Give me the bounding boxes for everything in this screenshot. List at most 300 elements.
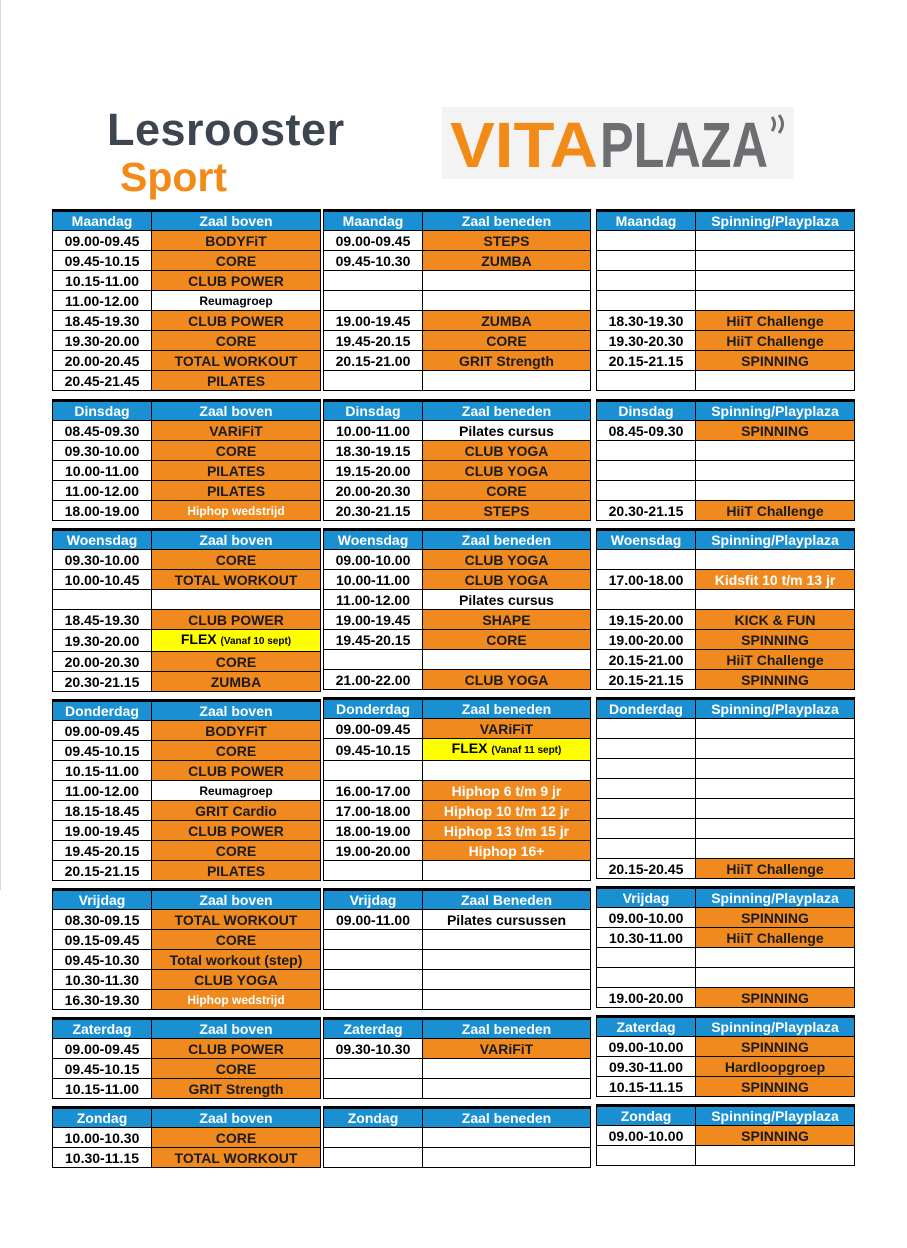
class-cell: [696, 461, 855, 481]
day-header-row: [324, 1108, 591, 1128]
day-label: Vrijdag: [53, 890, 152, 910]
time-cell: [324, 861, 423, 881]
room-label: Spinning/Playplaza: [696, 1017, 855, 1037]
table-row: [324, 570, 591, 590]
svg-text:PLAZA: PLAZA: [600, 109, 768, 179]
class-name: Hiphop 16+: [468, 842, 545, 859]
block-spacer: [53, 1099, 321, 1108]
day-label: Zondag: [324, 1108, 423, 1128]
table-row: [597, 251, 855, 271]
class-name: STEPS: [483, 502, 530, 519]
time-cell: [597, 481, 696, 501]
class-name: Hiphop 10 t/m 12 jr: [443, 802, 570, 819]
table-row: [597, 271, 855, 291]
table-row: [53, 741, 321, 761]
page-edge-line: [0, 0, 1, 890]
room-label: Zaal beneden: [423, 530, 591, 550]
class-name: CLUB YOGA: [464, 462, 549, 479]
class-cell: [152, 970, 321, 990]
block-spacer: [324, 881, 591, 890]
time-cell: 08.30-09.15: [53, 910, 152, 930]
class-name: FLEX: [180, 631, 217, 647]
class-name: SPINNING: [741, 909, 809, 926]
time-cell: 20.15-21.15: [53, 861, 152, 881]
class-cell: [423, 461, 591, 481]
table-row: [53, 990, 321, 1010]
room-label: Zaal boven: [152, 1108, 321, 1128]
day-header-row: [597, 699, 855, 719]
time-cell: 18.15-18.45: [53, 801, 152, 821]
time-cell: 10.15-11.15: [597, 1077, 696, 1097]
class-cell: [152, 1059, 321, 1079]
class-cell: [152, 801, 321, 821]
table-row: [597, 331, 855, 351]
room-label: Zaal boven: [152, 701, 321, 721]
block-spacer: [53, 692, 321, 701]
class-cell: [696, 441, 855, 461]
table-row: [597, 231, 855, 251]
class-cell: [423, 351, 591, 371]
time-cell: 20.15-21.00: [597, 650, 696, 670]
class-name: CLUB YOGA: [464, 571, 549, 588]
class-cell: [152, 781, 321, 801]
class-cell: [696, 501, 855, 521]
time-cell: 09.00-11.00: [324, 910, 423, 930]
class-note: (Vanaf 11 sept): [491, 745, 562, 756]
vitaplaza-logo: [442, 107, 794, 179]
class-name: CLUB POWER: [188, 762, 284, 779]
time-cell: 09.00-10.00: [597, 1126, 696, 1146]
class-cell: [423, 1039, 591, 1059]
class-cell: [152, 990, 321, 1010]
time-cell: 09.45-10.15: [53, 251, 152, 271]
class-name: BODYFiT: [205, 232, 267, 249]
table-row: [53, 930, 321, 950]
table-row: [53, 950, 321, 970]
room-label: Spinning/Playplaza: [696, 401, 855, 421]
block-spacer: [597, 1008, 855, 1017]
table-row: [597, 799, 855, 819]
class-name: Kidsfit 10 t/m 13 jr: [714, 571, 836, 588]
time-cell: 18.30-19.15: [324, 441, 423, 461]
table-row: [324, 550, 591, 570]
table-row: [597, 779, 855, 799]
room-label: Zaal beneden: [423, 401, 591, 421]
class-name: CORE: [486, 631, 527, 648]
class-cell: [423, 670, 591, 690]
class-cell: [423, 311, 591, 331]
class-name: VARiFiT: [209, 422, 263, 439]
table-row: [597, 859, 855, 879]
schedule-zaal-beneden: [323, 209, 591, 1168]
day-header-row: [597, 888, 855, 908]
time-cell: 16.00-17.00: [324, 781, 423, 801]
day-label: Woensdag: [53, 530, 152, 550]
class-name: SHAPE: [482, 611, 531, 628]
time-cell: 18.45-19.30: [53, 610, 152, 630]
table-row: [597, 610, 855, 630]
time-cell: [324, 291, 423, 311]
class-cell: [152, 501, 321, 521]
room-label: Zaal boven: [152, 530, 321, 550]
table-row: [597, 630, 855, 650]
time-cell: 20.00-20.30: [53, 652, 152, 672]
table-row: [597, 481, 855, 501]
time-cell: 08.45-09.30: [53, 421, 152, 441]
class-name: ZUMBA: [481, 252, 532, 269]
time-cell: [597, 799, 696, 819]
class-cell: [696, 988, 855, 1008]
table-row: [324, 630, 591, 650]
time-cell: [597, 291, 696, 311]
class-cell: [423, 251, 591, 271]
class-cell: [152, 550, 321, 570]
class-cell: [423, 1079, 591, 1099]
day-label: Zondag: [597, 1106, 696, 1126]
day-header-row: [324, 890, 591, 910]
table-row: [324, 650, 591, 670]
class-name: CORE: [486, 482, 527, 499]
time-cell: [597, 1146, 696, 1166]
time-cell: 19.15-20.00: [597, 610, 696, 630]
class-cell: [696, 908, 855, 928]
table-row: [53, 1039, 321, 1059]
class-name: SPINNING: [741, 671, 809, 688]
class-name: SPINNING: [741, 422, 809, 439]
class-cell: [423, 1128, 591, 1148]
class-cell: [423, 570, 591, 590]
time-cell: 10.00-11.00: [324, 570, 423, 590]
class-cell: [696, 271, 855, 291]
table-row: [597, 1126, 855, 1146]
table-row: [324, 251, 591, 271]
class-cell: [152, 721, 321, 741]
class-cell: [696, 759, 855, 779]
table-row: [324, 950, 591, 970]
table-row: [53, 550, 321, 570]
time-cell: 19.00-20.00: [597, 988, 696, 1008]
time-cell: [597, 590, 696, 610]
table-row: [53, 610, 321, 630]
page-title: Lesrooster: [107, 104, 345, 155]
time-cell: 09.30-10.00: [53, 550, 152, 570]
class-cell: [696, 968, 855, 988]
time-cell: 10.00-11.00: [324, 421, 423, 441]
class-name: Hiphop wedstrijd: [187, 503, 285, 518]
time-cell: 10.00-11.00: [53, 461, 152, 481]
time-cell: 10.30-11.15: [53, 1148, 152, 1168]
table-row: [597, 1057, 855, 1077]
class-cell: [423, 650, 591, 670]
time-cell: 10.00-10.30: [53, 1128, 152, 1148]
time-cell: [597, 739, 696, 759]
class-cell: [696, 311, 855, 331]
class-cell: [696, 231, 855, 251]
class-cell: [152, 950, 321, 970]
table-row: [597, 988, 855, 1008]
class-cell: [152, 861, 321, 881]
table-row: [53, 970, 321, 990]
time-cell: 19.45-20.15: [324, 630, 423, 650]
time-cell: [324, 650, 423, 670]
time-cell: 19.00-20.00: [324, 841, 423, 861]
day-header-row: [324, 211, 591, 231]
class-cell: [152, 930, 321, 950]
class-cell: [696, 371, 855, 391]
table-row: [53, 311, 321, 331]
day-header-row: [53, 211, 321, 231]
time-cell: 10.15-11.00: [53, 761, 152, 781]
class-cell: [696, 421, 855, 441]
table-row: [53, 1148, 321, 1168]
class-name: CLUB YOGA: [194, 971, 278, 988]
table-row: [324, 371, 591, 391]
time-cell: [324, 371, 423, 391]
time-cell: [597, 759, 696, 779]
day-header-row: [53, 701, 321, 721]
class-cell: [423, 231, 591, 251]
room-label: Zaal beneden: [423, 211, 591, 231]
class-cell: [423, 930, 591, 950]
block-spacer: [597, 391, 855, 401]
class-cell: [423, 291, 591, 311]
class-cell: [152, 371, 321, 391]
day-header-row: [597, 530, 855, 550]
time-cell: 09.30-10.30: [324, 1039, 423, 1059]
table-row: [53, 910, 321, 930]
class-cell: [152, 610, 321, 630]
class-name: Hiphop 6 t/m 9 jr: [451, 782, 562, 799]
class-name: GRIT Strength: [459, 352, 554, 369]
block-spacer: [324, 1099, 591, 1108]
room-label: Zaal boven: [152, 401, 321, 421]
class-name: CORE: [215, 252, 257, 269]
table-row: [324, 861, 591, 881]
table-row: [597, 759, 855, 779]
time-cell: [324, 990, 423, 1010]
table-row: [597, 908, 855, 928]
class-cell: [696, 719, 855, 739]
page-subtitle: Sport: [120, 154, 228, 200]
time-cell: 09.15-09.45: [53, 930, 152, 950]
table-row: [597, 590, 855, 610]
class-cell: [423, 990, 591, 1010]
class-cell: [696, 839, 855, 859]
class-cell: [423, 421, 591, 441]
table-row: [597, 1077, 855, 1097]
table-row: [53, 781, 321, 801]
class-cell: [423, 761, 591, 781]
table-row: [324, 970, 591, 990]
time-cell: 09.00-10.00: [597, 908, 696, 928]
class-name: SPINNING: [741, 631, 809, 648]
day-label: Dinsdag: [53, 401, 152, 421]
class-cell: [423, 331, 591, 351]
time-cell: 19.00-19.45: [324, 311, 423, 331]
class-name: CORE: [215, 931, 257, 948]
time-cell: 19.00-19.45: [324, 610, 423, 630]
table-row: [53, 231, 321, 251]
block-spacer: [53, 521, 321, 530]
room-label: Spinning/Playplaza: [696, 1106, 855, 1126]
class-name: TOTAL WORKOUT: [174, 571, 298, 588]
class-name: HiiT Challenge: [726, 860, 824, 877]
class-cell: [696, 251, 855, 271]
class-cell: [152, 652, 321, 672]
class-name: SPINNING: [741, 989, 809, 1006]
table-row: [324, 311, 591, 331]
class-cell: [423, 910, 591, 930]
class-name: STEPS: [483, 232, 530, 249]
class-cell: [152, 761, 321, 781]
block-spacer: [597, 879, 855, 888]
table-row: [324, 781, 591, 801]
time-cell: 11.00-12.00: [53, 781, 152, 801]
class-cell: [696, 291, 855, 311]
time-cell: 09.00-09.45: [324, 719, 423, 739]
class-cell: [696, 1037, 855, 1057]
class-cell: [696, 570, 855, 590]
room-label: Zaal Beneden: [423, 890, 591, 910]
day-header-row: [597, 1106, 855, 1126]
class-cell: [696, 1126, 855, 1146]
class-cell: [696, 590, 855, 610]
table-row: [324, 990, 591, 1010]
table-row: [324, 590, 591, 610]
class-name: PILATES: [206, 482, 266, 499]
class-cell: [423, 950, 591, 970]
class-cell: [696, 351, 855, 371]
table-row: [324, 1059, 591, 1079]
table-row: [324, 801, 591, 821]
time-cell: [597, 371, 696, 391]
class-name: CORE: [215, 551, 257, 568]
class-cell: [423, 630, 591, 650]
class-name: BODYFiT: [205, 722, 267, 739]
class-cell: [423, 441, 591, 461]
class-name: CLUB POWER: [188, 822, 284, 839]
table-row: [324, 610, 591, 630]
table-row: [597, 311, 855, 331]
class-name: GRIT Strength: [188, 1080, 284, 1097]
time-cell: 17.00-18.00: [324, 801, 423, 821]
class-cell: [696, 481, 855, 501]
table-row: [597, 501, 855, 521]
table-row: [324, 761, 591, 781]
day-label: Woensdag: [597, 530, 696, 550]
time-cell: [597, 839, 696, 859]
table-row: [53, 291, 321, 311]
class-cell: [423, 1148, 591, 1168]
time-cell: 19.00-19.45: [53, 821, 152, 841]
table-row: [53, 331, 321, 351]
day-label: Maandag: [597, 211, 696, 231]
time-cell: 19.30-20.00: [53, 331, 152, 351]
class-cell: [152, 461, 321, 481]
class-cell: [696, 928, 855, 948]
day-label: Maandag: [53, 211, 152, 231]
class-name: Pilates cursus: [459, 591, 554, 608]
time-cell: [324, 1128, 423, 1148]
time-cell: 10.30-11.30: [53, 970, 152, 990]
table-row: [53, 1128, 321, 1148]
time-cell: 18.45-19.30: [53, 311, 152, 331]
time-cell: 19.45-20.15: [53, 841, 152, 861]
class-name: ZUMBA: [481, 312, 532, 329]
time-cell: 18.00-19.00: [324, 821, 423, 841]
class-name: Hiphop wedstrijd: [187, 992, 285, 1007]
table-row: [597, 928, 855, 948]
class-name: CORE: [215, 653, 257, 670]
time-cell: [597, 819, 696, 839]
class-cell: [696, 630, 855, 650]
table-row: [53, 421, 321, 441]
time-cell: 20.45-21.45: [53, 371, 152, 391]
table-row: [324, 331, 591, 351]
time-cell: 09.30-11.00: [597, 1057, 696, 1077]
table-row: [53, 590, 321, 610]
class-cell: [696, 948, 855, 968]
class-name: FLEX: [451, 740, 488, 756]
time-cell: 09.00-10.00: [324, 550, 423, 570]
table-row: [597, 550, 855, 570]
block-spacer: [597, 521, 855, 530]
day-label: Zaterdag: [324, 1019, 423, 1039]
class-cell: [423, 271, 591, 291]
room-label: Spinning/Playplaza: [696, 699, 855, 719]
class-cell: [152, 441, 321, 461]
time-cell: 09.45-10.30: [53, 950, 152, 970]
table-row: [324, 910, 591, 930]
block-spacer: [53, 881, 321, 890]
class-name: Total workout (step): [169, 951, 303, 968]
table-row: [324, 231, 591, 251]
table-row: [597, 839, 855, 859]
room-label: Zaal beneden: [423, 1019, 591, 1039]
block-spacer: [597, 690, 855, 699]
class-name: CLUB POWER: [188, 272, 284, 289]
time-cell: [53, 590, 152, 610]
time-cell: 20.30-21.15: [324, 501, 423, 521]
time-cell: 11.00-12.00: [324, 590, 423, 610]
table-row: [597, 291, 855, 311]
time-cell: 17.00-18.00: [597, 570, 696, 590]
table-row: [324, 930, 591, 950]
day-header-row: [324, 530, 591, 550]
class-name: CLUB POWER: [188, 611, 284, 628]
class-cell: [423, 861, 591, 881]
time-cell: [324, 950, 423, 970]
class-note: (Vanaf 10 sept): [220, 636, 292, 647]
class-cell: [696, 650, 855, 670]
class-cell: [152, 1148, 321, 1168]
class-name: CORE: [215, 332, 257, 349]
table-row: [53, 721, 321, 741]
table-row: [324, 841, 591, 861]
table-row: [324, 1148, 591, 1168]
time-cell: 09.45-10.15: [53, 1059, 152, 1079]
block-spacer: [324, 1010, 591, 1019]
table-row: [597, 1037, 855, 1057]
time-cell: [324, 930, 423, 950]
class-name: CLUB YOGA: [464, 551, 549, 568]
table-row: [53, 761, 321, 781]
table-row: [324, 1079, 591, 1099]
svg-text:VITA: VITA: [450, 109, 598, 179]
time-cell: 16.30-19.30: [53, 990, 152, 1010]
time-cell: 10.15-11.00: [53, 1079, 152, 1099]
day-header-row: [597, 401, 855, 421]
